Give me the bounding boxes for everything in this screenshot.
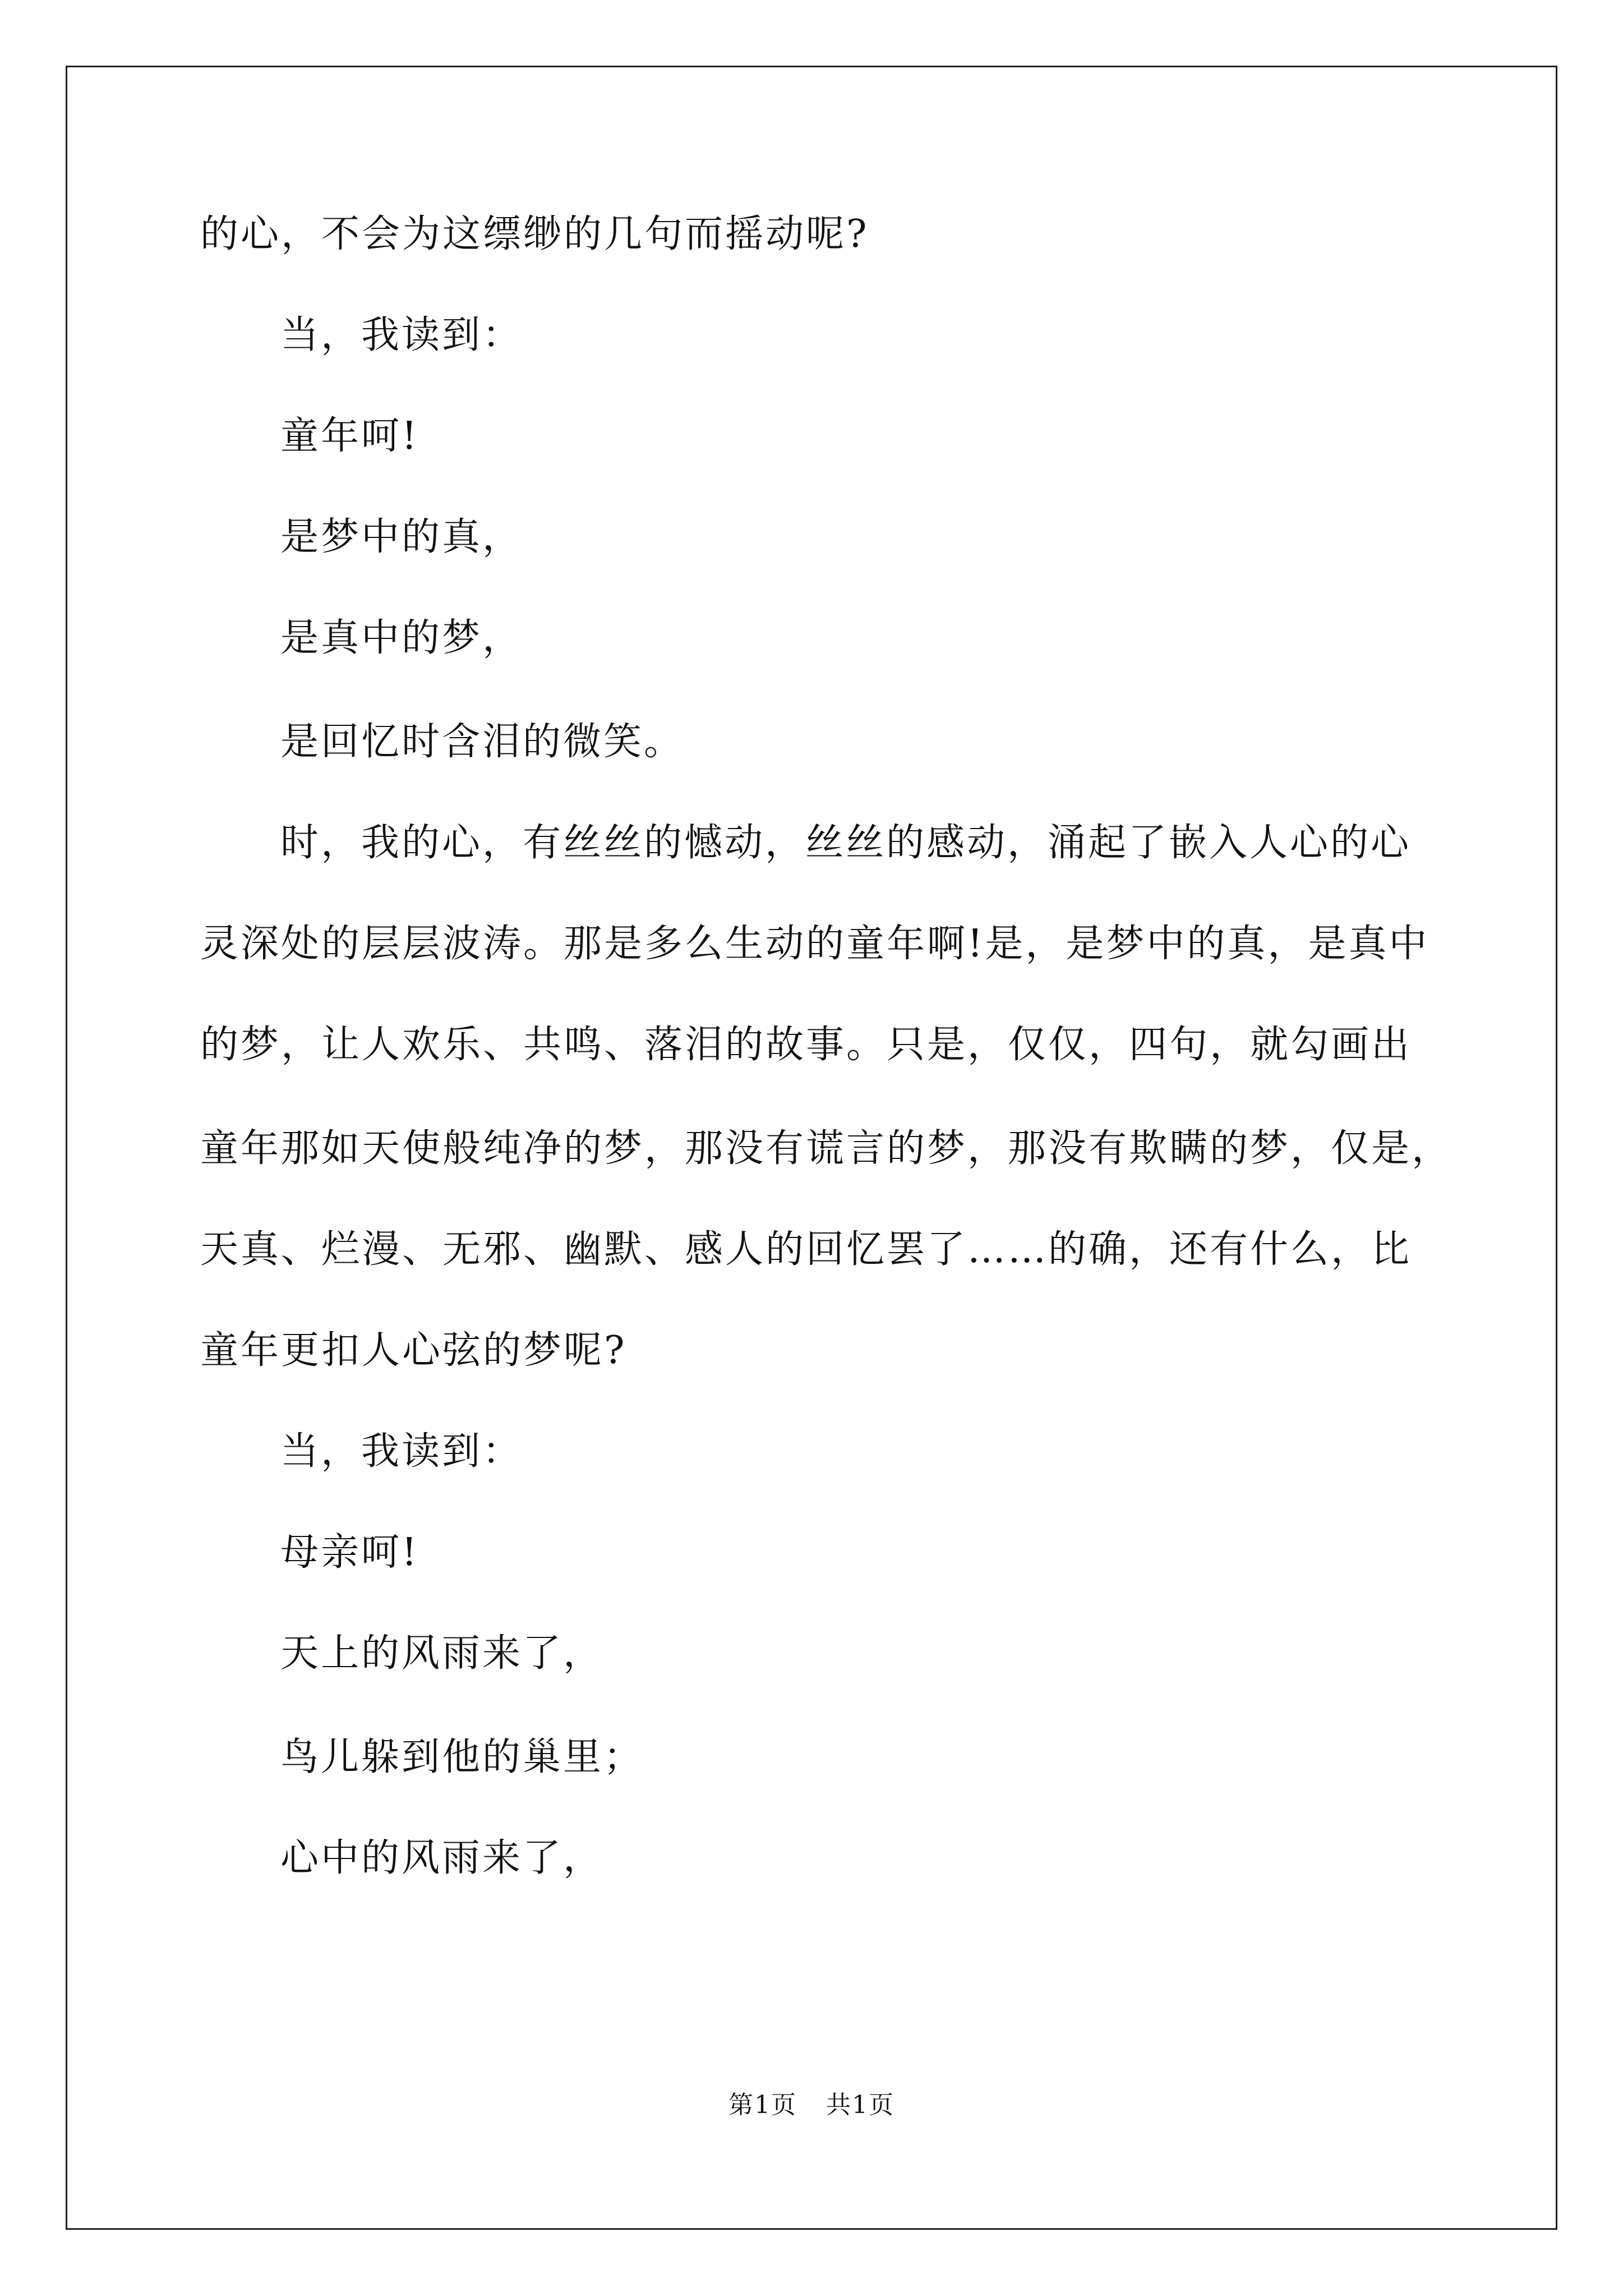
text-line-13: 当，我读到： — [280, 1429, 523, 1474]
text-line-2: 当，我读到： — [280, 313, 523, 357]
text-line-14: 母亲呵! — [280, 1530, 419, 1575]
text-line-11: 天真、烂漫、无邪、幽默、感人的回忆罢了……的确，还有什么，比 — [200, 1227, 1412, 1272]
text-line-15: 天上的风雨来了， — [280, 1631, 604, 1676]
text-line-12: 童年更扣人心弦的梦呢? — [200, 1328, 627, 1373]
text-line-6: 是回忆时含泪的微笑。 — [280, 720, 685, 764]
text-line-1: 的心，不会为这缥缈的几句而摇动呢? — [200, 212, 869, 256]
text-line-7: 时，我的心，有丝丝的憾动，丝丝的感动，涌起了嵌入人心的心 — [280, 821, 1412, 865]
page-number-current: 第1页 — [728, 2091, 797, 2119]
text-line-3: 童年呵! — [280, 414, 419, 458]
text-line-17: 心中的风雨来了， — [280, 1836, 604, 1880]
text-line-5: 是真中的梦， — [280, 616, 523, 660]
page-number-total: 共1页 — [826, 2091, 895, 2119]
text-line-8: 灵深处的层层波涛。那是多么生动的童年啊!是，是梦中的真，是真中 — [200, 922, 1430, 966]
text-line-10: 童年那如天使般纯净的梦，那没有谎言的梦，那没有欺瞒的梦，仅是， — [200, 1126, 1453, 1171]
text-line-16: 鸟儿躲到他的巢里； — [280, 1735, 644, 1779]
text-line-4: 是梦中的真， — [280, 515, 523, 559]
page-footer — [0, 2088, 1623, 2122]
text-line-9: 的梦，让人欢乐、共鸣、落泪的故事。只是，仅仅，四句，就勾画出 — [200, 1023, 1412, 1067]
